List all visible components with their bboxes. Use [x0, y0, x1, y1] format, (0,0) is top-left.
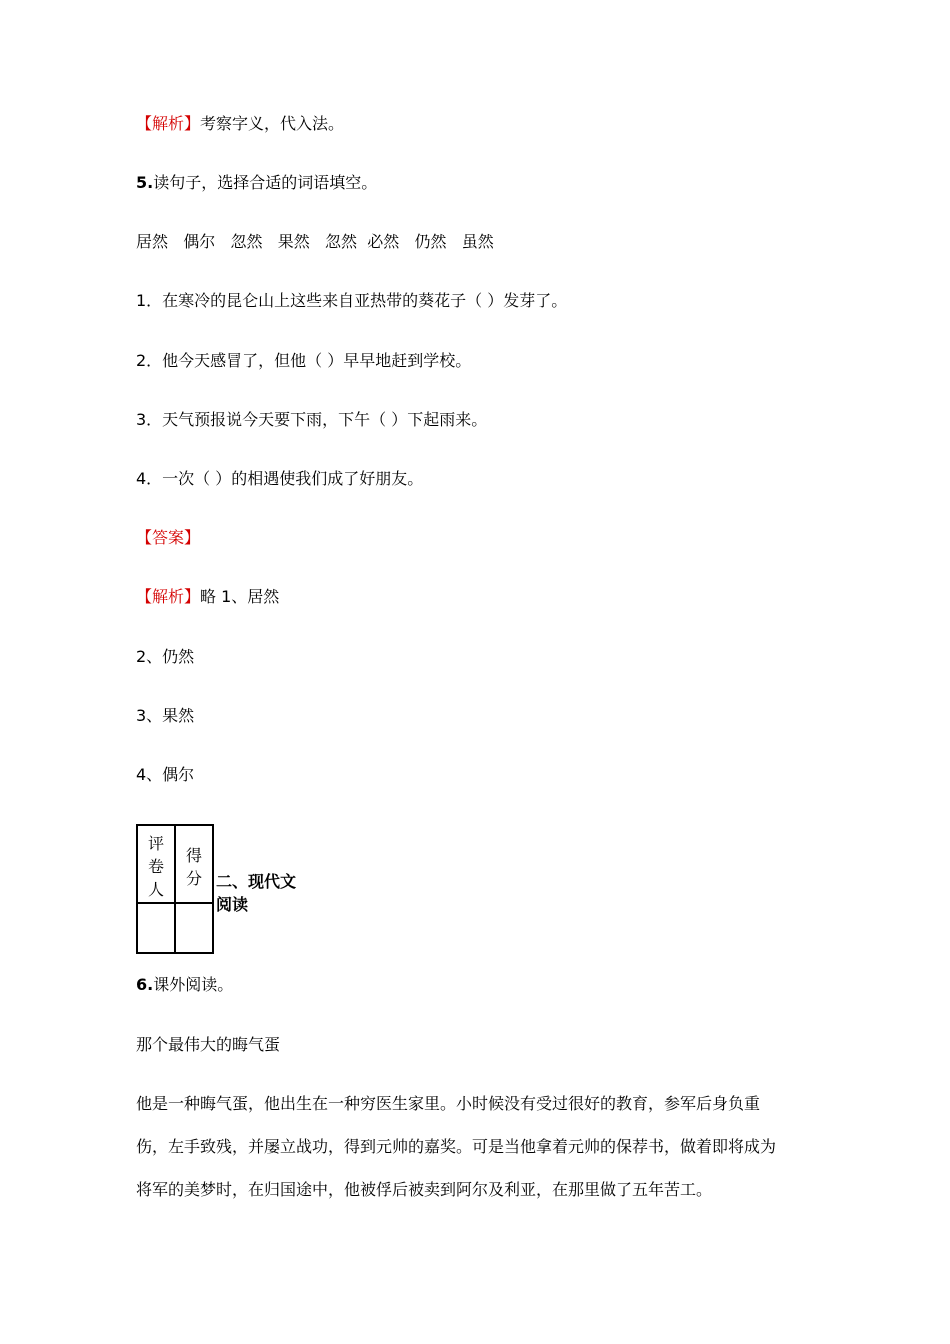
analysis-text: 考察字义，代入法。	[200, 114, 345, 133]
score-cell	[175, 903, 213, 953]
section-title: 二、现代文阅读	[216, 872, 297, 914]
analysis-line-1	[136, 113, 344, 135]
sentence-4: 4．一次（ ）的相遇使我们成了好朋友。	[136, 469, 424, 488]
question-text: 课外阅读。	[153, 975, 234, 994]
score-header-cell	[175, 825, 213, 903]
score-header: 得分	[186, 846, 203, 888]
score-table	[136, 824, 214, 954]
sentence-2: 2．他今天感冒了，但他（ ）早早地赶到学校。	[136, 351, 472, 370]
analysis-label: 【解析】	[136, 587, 201, 606]
passage-line: 将军的美梦时，在归国途中，他被俘后被卖到阿尔及利亚，在那里做了五年苦工。	[136, 1180, 713, 1199]
answer-3: 3、果然	[136, 706, 195, 725]
passage-line: 伤，左手致残，并屡立战功，得到元帅的嘉奖。可是当他拿着元帅的保荐书，做着即将成为	[136, 1137, 777, 1156]
answer-label: 【答案】	[136, 528, 201, 547]
reviewer-header-cell	[137, 825, 175, 903]
question-5-heading	[136, 172, 377, 194]
analysis-label: 【解析】	[136, 114, 201, 133]
analysis-text: 略 1、居然	[200, 587, 280, 606]
reviewer-header: 评卷人	[148, 834, 165, 899]
passage-paragraph	[136, 1093, 816, 1222]
question-number: 5.	[136, 173, 154, 192]
answer-2: 2、仍然	[136, 647, 195, 666]
sentence-1: 1．在寒冷的昆仑山上这些来自亚热带的葵花子（ ）发芽了。	[136, 291, 568, 310]
reviewer-cell	[137, 903, 175, 953]
question-number: 6.	[136, 975, 154, 994]
question-text: 读句子，选择合适的词语填空。	[153, 173, 378, 192]
word-choices: 居然 偶尔 忽然 果然 忽然 必然 仍然 虽然	[136, 232, 494, 251]
analysis-line-2	[136, 586, 279, 608]
answer-4: 4、偶尔	[136, 765, 195, 784]
passage-title: 那个最伟大的晦气蛋	[136, 1035, 281, 1054]
sentence-3: 3．天气预报说今天要下雨，下午（ ）下起雨来。	[136, 410, 488, 429]
passage-line: 他是一种晦气蛋，他出生在一种穷医生家里。小时候没有受过很好的教育，参军后身负重	[136, 1094, 761, 1113]
question-6-heading	[136, 974, 233, 996]
